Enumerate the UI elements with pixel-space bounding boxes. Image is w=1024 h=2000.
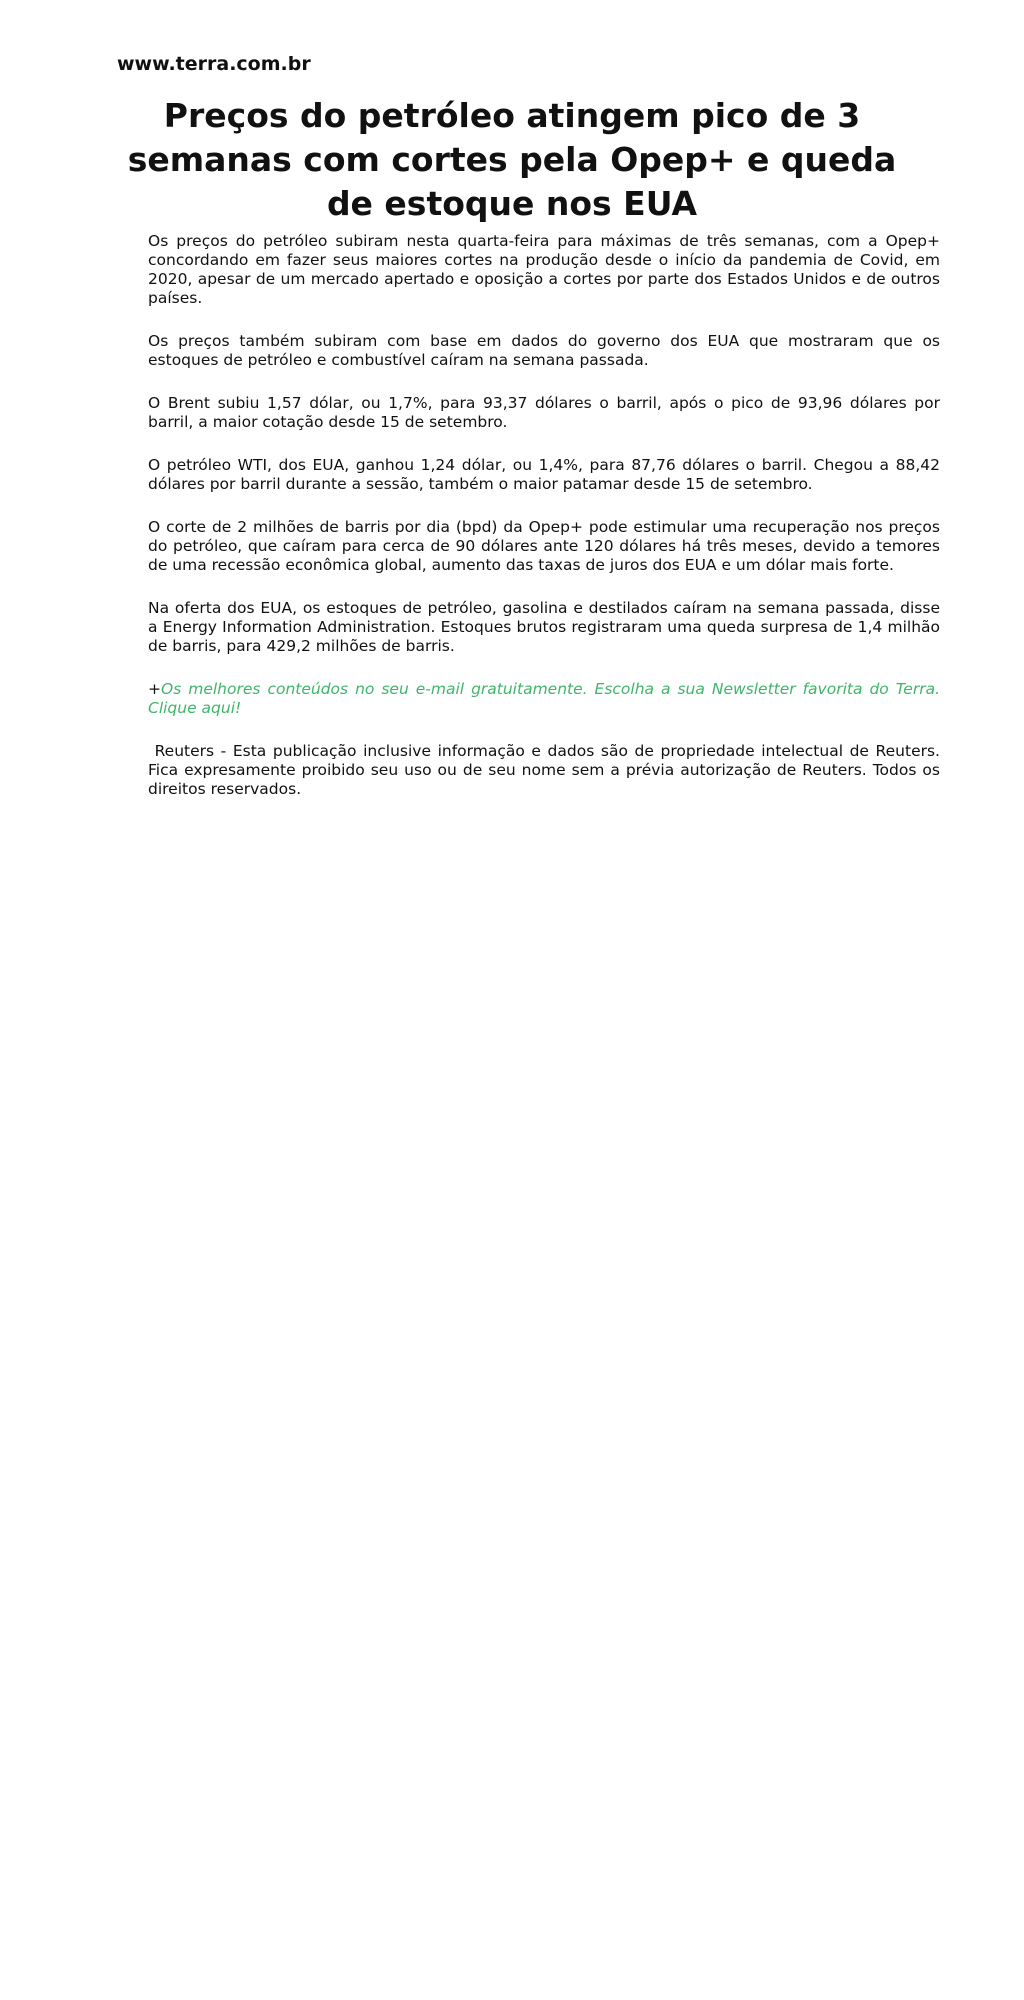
article-paragraph-2: Os preços também subiram com base em dados do governo dos EUA que mostraram que os estoques de petróleo e combustível caíram na semana passada. — [148, 332, 940, 369]
article-paragraph-6: Na oferta dos EUA, os estoques de petróleo, gasolina e destilados caíram na semana passada, disse a Energy Information Administration. Estoques brutos registraram uma queda surpresa de 1,4 milhão de barris, para 429,2 milhões de barris. — [148, 599, 940, 655]
article-paragraph-3: O Brent subiu 1,57 dólar, ou 1,7%, para 93,37 dólares o barril, após o pico de 93,96 dólares por barril, a maior cotação desde 15 de setembro. — [148, 394, 940, 431]
site-url: www.terra.com.br — [117, 53, 311, 75]
article-body — [148, 232, 945, 823]
newsletter-promo — [148, 680, 940, 718]
copyright-notice: Reuters - Esta publicação inclusive informação e dados são de propriedade intelectual de Reuters. Fica expresamente proibido seu uso ou de seu nome sem a prévia autorização de Reuters. Todos os direitos reservados. — [148, 742, 945, 798]
article-title: Preços do petróleo atingem pico de 3 semanas com cortes pela Opep+ e queda de estoque nos EUA — [127, 96, 897, 223]
article-paragraph-5: O corte de 2 milhões de barris por dia (bpd) da Opep+ pode estimular uma recuperação nos preços do petróleo, que caíram para cerca de 90 dólares ante 120 dólares há três meses, devido a temores de uma recessão econômica global, aumento das taxas de juros dos EUA e um dólar mais forte. — [148, 518, 940, 574]
newsletter-prefix: + — [148, 680, 161, 698]
article-paragraph-4: O petróleo WTI, dos EUA, ganhou 1,24 dólar, ou 1,4%, para 87,76 dólares o barril. Chegou a 88,42 dólares por barril durante a sessão, também o maior patamar desde 15 de setembro. — [148, 456, 940, 493]
newsletter-link[interactable]: Os melhores conteúdos no seu e-mail gratuitamente. Escolha a sua Newsletter favorita do Terra. Clique aqui! — [148, 680, 940, 717]
article-paragraph-1: Os preços do petróleo subiram nesta quarta-feira para máximas de três semanas, com a Opep+ concordando em fazer seus maiores cortes na produção desde o início da pandemia de Covid, em 2020, apesar de um mercado apertado e oposição a cortes por parte dos Estados Unidos e de outros países. — [148, 232, 940, 307]
